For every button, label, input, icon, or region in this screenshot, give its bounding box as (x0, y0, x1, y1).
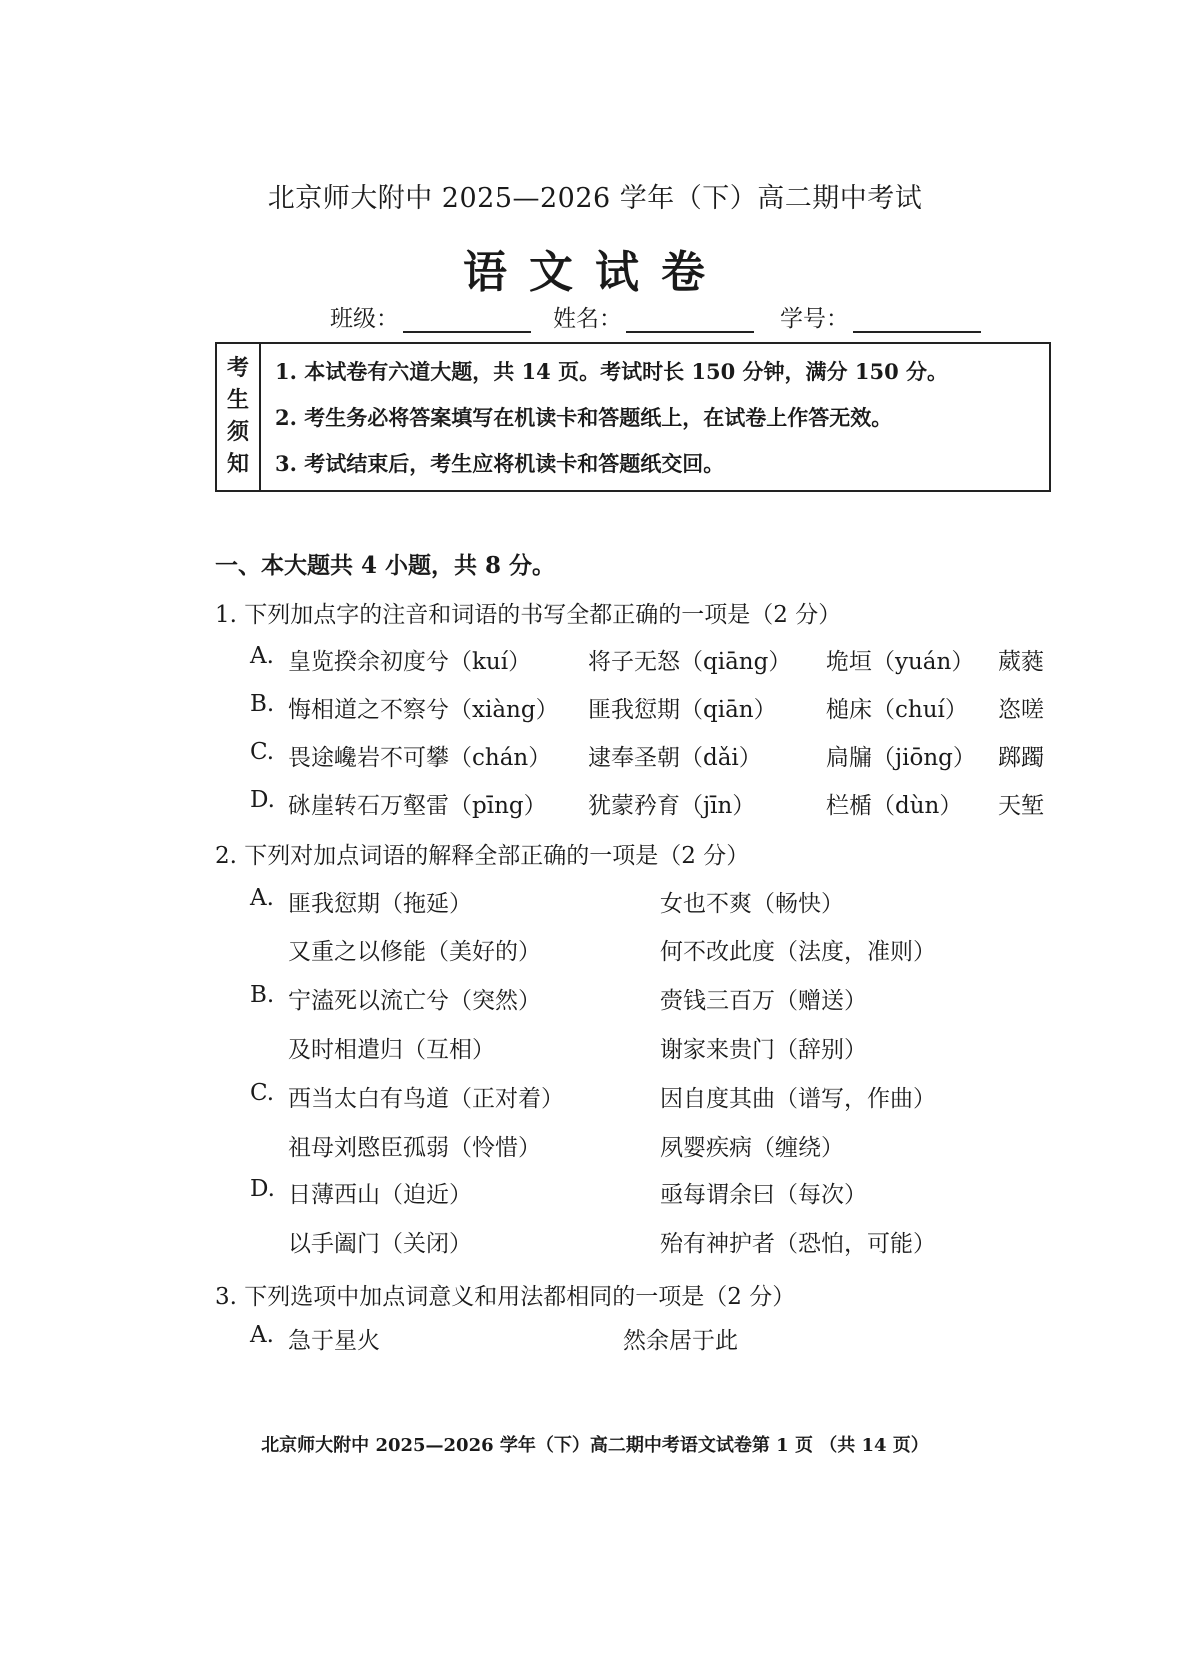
student-id-field (780, 300, 981, 333)
option-text: 谢家来贵门（辞别） (660, 1037, 867, 1063)
option-text: 畏途巉岩不可攀（chán） (288, 745, 552, 771)
class-field (330, 300, 531, 333)
option-text: 砯崖转石万壑雷（pīng） (288, 793, 547, 819)
notice-heading-char: 生 (226, 387, 249, 413)
option-text: 悔相道之不察兮（xiàng） (288, 697, 559, 723)
option-text: 又重之以修能（美好的） (288, 939, 541, 965)
question-stem: 1. 下列加点字的注音和词语的书写全都正确的一项是（2 分） (215, 602, 842, 628)
option-text: 将子无怒（qiāng） (588, 649, 792, 675)
page-footer: 北京师大附中 2025—2026 学年（下）高二期中考语文试卷第 1 页 （共 14 页） (261, 1435, 929, 1456)
subject-title: 语文试卷 (463, 247, 727, 298)
option-letter[interactable]: B. (250, 691, 275, 717)
notice-heading-char: 知 (226, 451, 249, 477)
option-text: 踯躅 (998, 745, 1044, 771)
name-field (553, 300, 754, 333)
option-text: 殆有神护者（恐怕，可能） (660, 1231, 936, 1257)
option-text: 天堑 (998, 793, 1044, 819)
option-text: 及时相遣归（互相） (288, 1037, 495, 1063)
option-text: 葳蕤 (998, 649, 1044, 675)
option-letter[interactable]: A. (250, 643, 274, 669)
option-letter[interactable]: B. (250, 982, 275, 1008)
option-text: 垝垣（yuán） (826, 649, 975, 675)
candidate-notice-box (215, 342, 1051, 492)
option-letter[interactable]: A. (250, 1322, 274, 1348)
option-text: 祖母刘愍臣孤弱（怜惜） (288, 1135, 541, 1161)
option-text: 女也不爽（畅快） (660, 891, 844, 917)
option-text: 赍钱三百万（赠送） (660, 988, 867, 1014)
option-text: 日薄西山（迫近） (288, 1182, 472, 1208)
option-text: 宁溘死以流亡兮（突然） (288, 988, 541, 1014)
class-blank[interactable] (403, 311, 531, 333)
option-letter[interactable]: C. (250, 1080, 275, 1106)
option-text: 皇览揆余初度兮（kuí） (288, 649, 532, 675)
option-text: 槌床（chuí） (826, 697, 968, 723)
name-label: 姓名： (553, 306, 622, 332)
notice-item: 3. 考试结束后，考生应将机读卡和答题纸交回。 (275, 451, 725, 476)
option-text: 夙婴疾病（缠绕） (660, 1135, 844, 1161)
option-text: 栏楯（dùn） (826, 793, 963, 819)
exam-header-title: 北京师大附中 2025—2026 学年（下）高二期中考试 (267, 183, 923, 214)
option-text: 匪我愆期（qiān） (588, 697, 777, 723)
section-heading: 一、本大题共 4 小题，共 8 分。 (215, 552, 556, 579)
option-text: 以手阖门（关闭） (288, 1231, 472, 1257)
option-letter[interactable]: D. (250, 787, 275, 813)
notice-item: 2. 考生务必将答案填写在机读卡和答题纸上，在试卷上作答无效。 (275, 405, 893, 430)
option-letter[interactable]: D. (250, 1176, 275, 1202)
class-label: 班级： (330, 306, 399, 332)
question-stem: 2. 下列对加点词语的解释全部正确的一项是（2 分） (215, 843, 750, 869)
option-text: 急于星火 (288, 1328, 380, 1354)
option-text: 何不改此度（法度，准则） (660, 939, 936, 965)
option-text: 亟每谓余曰（每次） (660, 1182, 867, 1208)
notice-item: 1. 本试卷有六道大题，共 14 页。考试时长 150 分钟，满分 150 分。 (275, 359, 948, 384)
option-letter[interactable]: C. (250, 739, 275, 765)
notice-heading-char: 须 (226, 419, 249, 445)
option-text: 匪我愆期（拖延） (288, 891, 472, 917)
option-letter[interactable]: A. (250, 885, 274, 911)
question-stem: 3. 下列选项中加点词意义和用法都相同的一项是（2 分） (215, 1284, 796, 1310)
option-text: 犹蒙矜育（jīn） (588, 793, 756, 819)
option-text: 西当太白有鸟道（正对着） (288, 1086, 564, 1112)
option-text: 扃牖（jiōng） (826, 745, 976, 771)
option-text: 然余居于此 (623, 1328, 738, 1354)
student-id-blank[interactable] (853, 311, 981, 333)
option-text: 因自度其曲（谱写，作曲） (660, 1086, 936, 1112)
notice-heading (217, 344, 261, 490)
option-text: 逮奉圣朝（dǎi） (588, 745, 762, 771)
name-blank[interactable] (626, 311, 754, 333)
notice-heading-char: 考 (226, 355, 249, 381)
student-id-label: 学号： (780, 306, 849, 332)
option-text: 恣嗟 (998, 697, 1044, 723)
